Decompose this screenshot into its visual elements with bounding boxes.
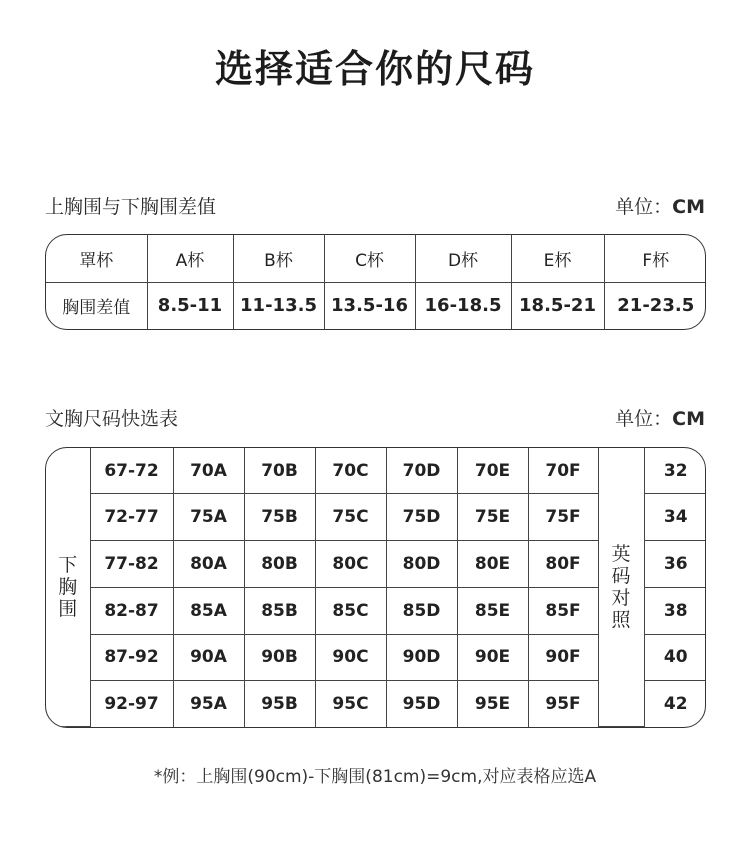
size-cell: 85E [457, 587, 528, 634]
cup-difference-table [45, 234, 706, 330]
size-cell: 70A [173, 448, 244, 494]
size-cell: 85C [315, 587, 386, 634]
cup-header-cell: A杯 [147, 235, 233, 282]
page-title: 选择适合你的尺码 [214, 47, 535, 91]
uk-size-cell: 38 [644, 587, 706, 634]
underbust-range-cell: 82-87 [90, 587, 173, 634]
size-cell: 95F [528, 681, 598, 727]
underbust-range-cell: 67-72 [90, 448, 173, 494]
underbust-range-cell: 92-97 [90, 681, 173, 727]
example-footnote: *例：上胸围(90cm)-下胸围(81cm)=9cm,对应表格应选A [153, 767, 597, 787]
cup-difference-label: 上胸围与下胸围差值 [45, 196, 217, 218]
size-cell: 75A [173, 494, 244, 541]
uk-size-cell: 36 [644, 540, 706, 587]
size-cell: 80A [173, 540, 244, 587]
cup-unit-label: 单位：CM [615, 196, 705, 218]
underbust-header-char: 下 [58, 554, 78, 576]
size-cell: 75C [315, 494, 386, 541]
size-cell: 90D [386, 634, 457, 681]
size-cell: 70D [386, 448, 457, 494]
underbust-header-char: 围 [58, 598, 78, 620]
cup-value-cell: 8.5-11 [147, 282, 233, 329]
uk-size-header-char: 码 [611, 565, 631, 587]
cup-row-label: 胸围差值 [46, 282, 147, 329]
size-unit-label: 单位：CM [615, 408, 705, 430]
size-cell: 75D [386, 494, 457, 541]
underbust-header-char: 胸 [58, 576, 78, 598]
quick-size-label: 文胸尺码快选表 [45, 408, 179, 430]
size-cell: 85D [386, 587, 457, 634]
cup-header-cell: D杯 [415, 235, 511, 282]
size-cell: 85B [244, 587, 315, 634]
size-cell: 80F [528, 540, 598, 587]
size-cell: 95D [386, 681, 457, 727]
size-cell: 85F [528, 587, 598, 634]
size-cell: 85A [173, 587, 244, 634]
cup-value-cell: 13.5-16 [324, 282, 415, 329]
size-cell: 70F [528, 448, 598, 494]
uk-size-header [598, 448, 644, 727]
uk-size-cell: 32 [644, 448, 706, 494]
underbust-range-cell: 72-77 [90, 494, 173, 541]
bra-size-table [45, 447, 706, 728]
size-cell: 90A [173, 634, 244, 681]
size-cell: 95A [173, 681, 244, 727]
size-cell: 75B [244, 494, 315, 541]
cup-header-cell: E杯 [511, 235, 604, 282]
uk-size-cell: 40 [644, 634, 706, 681]
cup-value-cell: 18.5-21 [511, 282, 604, 329]
uk-size-cell: 34 [644, 494, 706, 541]
uk-size-header-char: 对 [611, 587, 631, 609]
size-cell: 90E [457, 634, 528, 681]
uk-size-cell: 42 [644, 681, 706, 727]
size-cell: 95E [457, 681, 528, 727]
size-cell: 80B [244, 540, 315, 587]
size-row [46, 448, 706, 494]
cup-header-row [46, 235, 706, 282]
uk-size-header-char: 照 [611, 609, 631, 631]
uk-size-header-char: 英 [611, 543, 631, 565]
size-cell: 80E [457, 540, 528, 587]
size-cell: 80C [315, 540, 386, 587]
size-cell: 90C [315, 634, 386, 681]
size-cell: 95C [315, 681, 386, 727]
cup-header-cell: 罩杯 [46, 235, 147, 282]
cup-value-cell: 16-18.5 [415, 282, 511, 329]
size-cell: 80D [386, 540, 457, 587]
cup-header-cell: F杯 [604, 235, 706, 282]
cup-value-row [46, 282, 706, 329]
size-cell: 70E [457, 448, 528, 494]
underbust-header [46, 448, 90, 727]
size-cell: 75F [528, 494, 598, 541]
size-cell: 70C [315, 448, 386, 494]
size-cell: 95B [244, 681, 315, 727]
cup-header-cell: C杯 [324, 235, 415, 282]
size-cell: 90F [528, 634, 598, 681]
underbust-range-cell: 77-82 [90, 540, 173, 587]
size-cell: 70B [244, 448, 315, 494]
cup-header-cell: B杯 [233, 235, 324, 282]
size-cell: 75E [457, 494, 528, 541]
underbust-range-cell: 87-92 [90, 634, 173, 681]
size-cell: 90B [244, 634, 315, 681]
cup-value-cell: 11-13.5 [233, 282, 324, 329]
cup-value-cell: 21-23.5 [604, 282, 706, 329]
